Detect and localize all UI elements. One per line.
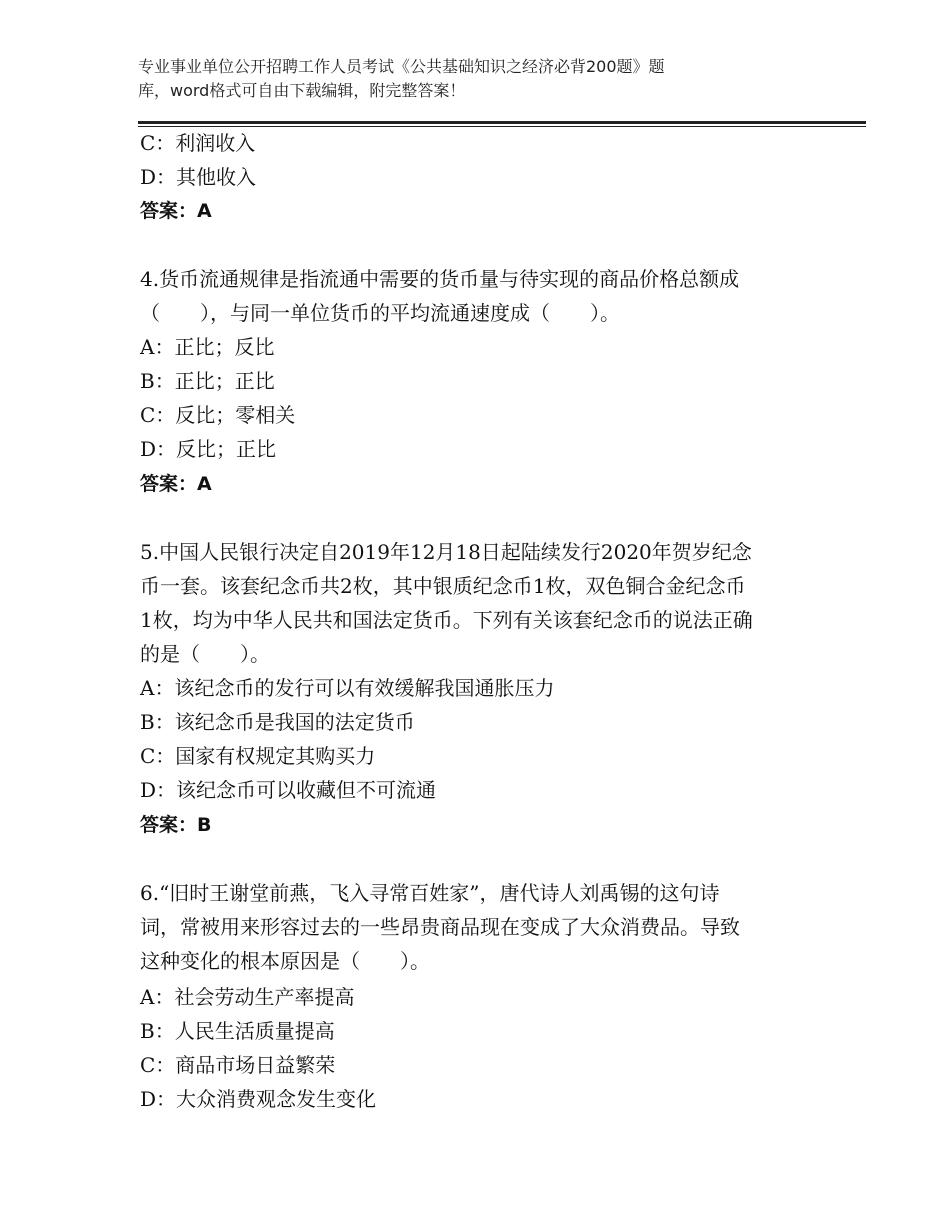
q6-option-a: A：社会劳动生产率提高 — [140, 985, 355, 1009]
q4-option-b: B：正比；正比 — [140, 369, 275, 393]
q6-stem-line-2: 词，常被用来形容过去的一些昂贵商品现在变成了大众消费品。导致 — [140, 915, 740, 939]
header-line-1: 专业事业单位公开招聘工作人员考试《公共基础知识之经济必背200题》题 — [138, 57, 665, 76]
q5-stem-line-4: 的是（ ）。 — [140, 642, 270, 666]
q4-answer: 答案：A — [140, 473, 212, 495]
q3-answer: 答案：A — [140, 200, 212, 222]
q4-option-a: A：正比；反比 — [140, 335, 275, 359]
q6-stem-line-1: 6.“旧时王谢堂前燕，飞入寻常百姓家”，唐代诗人刘禹锡的这句诗 — [140, 881, 720, 905]
q6-stem-line-3: 这种变化的根本原因是（ ）。 — [140, 949, 430, 973]
q5-option-a: A：该纪念币的发行可以有效缓解我国通胀压力 — [140, 676, 555, 700]
q5-option-c: C：国家有权规定其购买力 — [140, 744, 376, 768]
document-header — [138, 55, 778, 103]
q5-option-d: D：该纪念币可以收藏但不可流通 — [140, 778, 437, 802]
q5-stem-line-1: 5.中国人民银行决定自2019年12月18日起陆续发行2020年贺岁纪念 — [140, 540, 752, 564]
q6-option-d: D：大众消费观念发生变化 — [140, 1087, 377, 1111]
q4-option-d: D：反比；正比 — [140, 437, 277, 461]
header-rule-thick — [138, 121, 866, 124]
q3-option-c: C：利润收入 — [140, 131, 256, 155]
q3-option-d: D：其他收入 — [140, 165, 257, 189]
q5-option-b: B：该纪念币是我国的法定货币 — [140, 710, 415, 734]
q6-option-b: B：人民生活质量提高 — [140, 1019, 335, 1043]
q4-stem-line-2: （ ），与同一单位货币的平均流通速度成（ ）。 — [140, 301, 620, 325]
q4-option-c: C：反比；零相关 — [140, 403, 296, 427]
q5-stem-line-2: 币一套。该套纪念币共2枚，其中银质纪念币1枚，双色铜合金纪念币 — [140, 574, 746, 598]
header-rule-thin — [138, 126, 866, 127]
q5-answer: 答案：B — [140, 814, 212, 836]
header-line-2: 库，word格式可自由下载编辑，附完整答案！ — [138, 81, 466, 100]
q6-option-c: C：商品市场日益繁荣 — [140, 1053, 336, 1077]
q4-stem-line-1: 4.货币流通规律是指流通中需要的货币量与待实现的商品价格总额成 — [140, 267, 740, 291]
q5-stem-line-3: 1枚，均为中华人民共和国法定货币。下列有关该套纪念币的说法正确 — [140, 608, 753, 632]
